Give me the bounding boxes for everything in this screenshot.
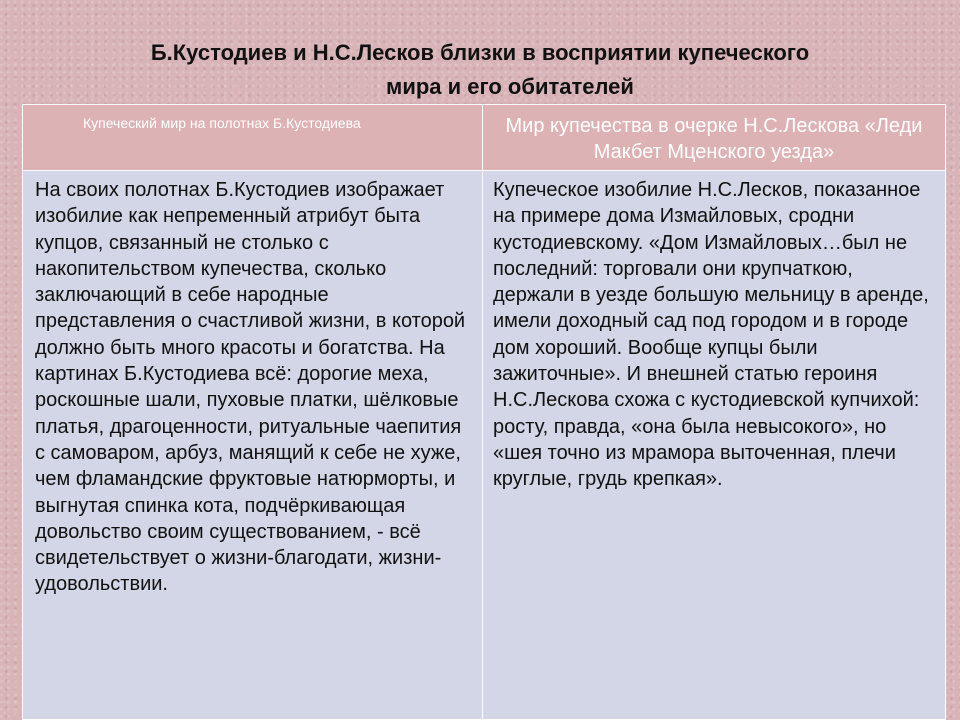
comparison-table (22, 104, 946, 720)
cell-kustodiev-text: На своих полотнах Б.Кустодиев изображает изобилие как непременный атрибут быта купцов, связанный не столько с накопительством купечества, сколько заключающий в себе народные представления о счастливой жизни, в которой должно быть много красоты и богатства. На картинах Б.Кустодиева всё: дорогие меха, роскошные шали, пуховые платки, шёлковые платья, драгоценности, ритуальные чаепития с самоваром, арбуз, манящий к себе не хуже, чем фламандские фруктовые натюрморты, и выгнутая спинка кота, подчёркивающая довольство своим существованием, - всё свидетельствует о жизни-благодати, жизни-удовольствии. (23, 171, 483, 720)
slide-title-line-1: Б.Кустодиев и Н.С.Лесков близки в восприятии купеческого (150, 40, 810, 65)
cell-leskov-text: Купеческое изобилие Н.С.Лесков, показанное на примере дома Измайловых, сродни кустодиевскому. «Дом Измайловых…был не последний: торговали они крупчаткою, держали в уезде большую мельницу в аренде, имели доходный сад под городом и в городе дом хороший. Вообще купцы были зажиточные». И внешней статью героиня Н.С.Лескова схожа с кустодиевской купчихой: росту, правда, «она была невысокого», но «шея точно из мрамора выточенная, плечи круглые, грудь крепкая». (483, 171, 946, 720)
slide-title-line-2: мира и его обитателей (386, 74, 634, 99)
table-header-row (23, 105, 946, 171)
header-leskov: Мир купечества в очерке Н.С.Лескова «Леди Макбет Мценского уезда» (483, 105, 946, 171)
table-row (23, 171, 946, 720)
header-kustodiev: Купеческий мир на полотнах Б.Кустодиева (23, 105, 483, 171)
slide-title (40, 36, 920, 104)
